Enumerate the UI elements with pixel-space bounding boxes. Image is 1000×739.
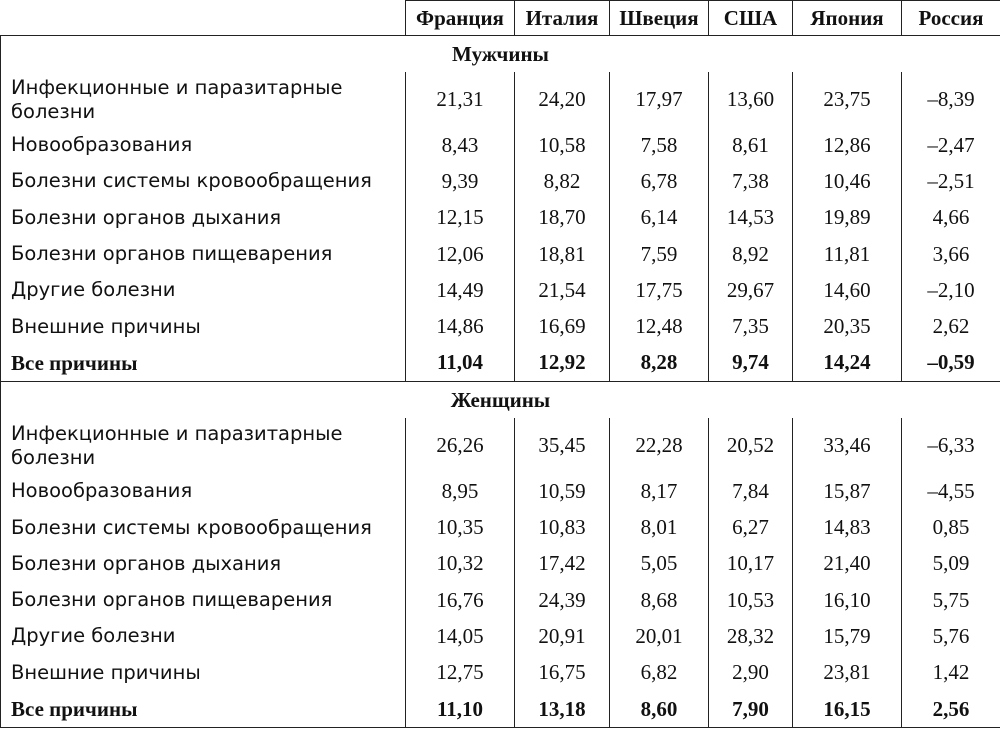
cell-value: 12,86 [793, 127, 902, 163]
cell-value: 7,38 [709, 163, 793, 199]
table-row [1, 655, 1000, 691]
row-label: Внешние причины [1, 308, 406, 344]
row-label: Болезни органов пищеварения [1, 582, 406, 618]
cell-value: –2,47 [902, 127, 1000, 163]
cell-value: 17,42 [515, 546, 610, 582]
cell-value: 15,87 [793, 473, 902, 509]
cell-value: 7,59 [610, 236, 709, 272]
row-label: Все причины [1, 345, 406, 382]
row-label: Инфекционные и паразитарные болезни [1, 418, 406, 473]
cell-value: 20,91 [515, 618, 610, 654]
cell-value: 5,75 [902, 582, 1000, 618]
cell-value: 10,17 [709, 546, 793, 582]
column-header-italy: Италия [515, 1, 610, 36]
cell-value: 3,66 [902, 236, 1000, 272]
table-row [1, 72, 1000, 127]
table-row [1, 473, 1000, 509]
row-label: Другие болезни [1, 618, 406, 654]
table-row [1, 418, 1000, 473]
cell-value: 10,53 [709, 582, 793, 618]
cell-value: 7,90 [709, 691, 793, 728]
cell-value: 8,01 [610, 509, 709, 545]
column-header-sweden: Швеция [610, 1, 709, 36]
cell-value: 16,69 [515, 308, 610, 344]
section-title-women: Женщины [1, 382, 1000, 419]
cell-value: –0,59 [902, 345, 1000, 382]
row-label: Инфекционные и паразитарные болезни [1, 72, 406, 127]
total-row [1, 345, 1000, 382]
cell-value: 10,35 [406, 509, 515, 545]
cell-value: –2,10 [902, 272, 1000, 308]
cell-value: 14,24 [793, 345, 902, 382]
table-row [1, 200, 1000, 236]
cell-value: 2,62 [902, 308, 1000, 344]
cell-value: 9,74 [709, 345, 793, 382]
cell-value: 26,26 [406, 418, 515, 473]
cell-value: 10,59 [515, 473, 610, 509]
section-header-row [1, 36, 1000, 73]
cell-value: 0,85 [902, 509, 1000, 545]
cell-value: 5,09 [902, 546, 1000, 582]
cell-value: 20,01 [610, 618, 709, 654]
cell-value: 18,81 [515, 236, 610, 272]
cell-value: 2,90 [709, 655, 793, 691]
cell-value: 21,40 [793, 546, 902, 582]
cell-value: 8,60 [610, 691, 709, 728]
cell-value: 14,60 [793, 272, 902, 308]
row-label: Другие болезни [1, 272, 406, 308]
column-header-russia: Россия [902, 1, 1000, 36]
cell-value: –8,39 [902, 72, 1000, 127]
cell-value: 12,15 [406, 200, 515, 236]
cell-value: 7,35 [709, 308, 793, 344]
cell-value: 14,86 [406, 308, 515, 344]
cell-value: 10,32 [406, 546, 515, 582]
table-row [1, 127, 1000, 163]
cell-value: 6,14 [610, 200, 709, 236]
table-row [1, 582, 1000, 618]
cell-value: 7,84 [709, 473, 793, 509]
cell-value: 14,83 [793, 509, 902, 545]
row-label: Болезни органов пищеварения [1, 236, 406, 272]
cell-value: 8,61 [709, 127, 793, 163]
cell-value: 14,05 [406, 618, 515, 654]
cell-value: 12,92 [515, 345, 610, 382]
cell-value: 4,66 [902, 200, 1000, 236]
cell-value: –4,55 [902, 473, 1000, 509]
header-corner [1, 1, 406, 36]
row-label: Новообразования [1, 127, 406, 163]
cell-value: –6,33 [902, 418, 1000, 473]
row-label: Новообразования [1, 473, 406, 509]
table-row [1, 509, 1000, 545]
cell-value: 2,56 [902, 691, 1000, 728]
cell-value: 18,70 [515, 200, 610, 236]
cell-value: 8,28 [610, 345, 709, 382]
cell-value: 6,27 [709, 509, 793, 545]
total-row [1, 691, 1000, 728]
cell-value: 29,67 [709, 272, 793, 308]
cell-value: 12,06 [406, 236, 515, 272]
cell-value: 10,83 [515, 509, 610, 545]
row-label: Все причины [1, 691, 406, 728]
column-header-japan: Япония [793, 1, 902, 36]
cell-value: 8,92 [709, 236, 793, 272]
cell-value: 11,81 [793, 236, 902, 272]
cell-value: 10,58 [515, 127, 610, 163]
row-label: Болезни органов дыхания [1, 546, 406, 582]
cell-value: 1,42 [902, 655, 1000, 691]
section-title-men: Мужчины [1, 36, 1000, 73]
cell-value: 6,78 [610, 163, 709, 199]
cell-value: 13,60 [709, 72, 793, 127]
cell-value: –2,51 [902, 163, 1000, 199]
cell-value: 9,39 [406, 163, 515, 199]
cell-value: 24,20 [515, 72, 610, 127]
table-row [1, 272, 1000, 308]
cell-value: 16,76 [406, 582, 515, 618]
cell-value: 13,18 [515, 691, 610, 728]
row-label: Болезни системы кровообращения [1, 163, 406, 199]
cell-value: 22,28 [610, 418, 709, 473]
cell-value: 7,58 [610, 127, 709, 163]
cell-value: 20,35 [793, 308, 902, 344]
header-row [1, 1, 1000, 36]
cell-value: 23,75 [793, 72, 902, 127]
cell-value: 12,48 [610, 308, 709, 344]
cell-value: 35,45 [515, 418, 610, 473]
cell-value: 19,89 [793, 200, 902, 236]
cell-value: 8,17 [610, 473, 709, 509]
cell-value: 14,53 [709, 200, 793, 236]
cell-value: 21,31 [406, 72, 515, 127]
cell-value: 10,46 [793, 163, 902, 199]
cell-value: 11,04 [406, 345, 515, 382]
cell-value: 8,82 [515, 163, 610, 199]
row-label: Болезни органов дыхания [1, 200, 406, 236]
cell-value: 15,79 [793, 618, 902, 654]
cell-value: 24,39 [515, 582, 610, 618]
column-header-france: Франция [406, 1, 515, 36]
cell-value: 28,32 [709, 618, 793, 654]
cell-value: 20,52 [709, 418, 793, 473]
table-row [1, 163, 1000, 199]
table-row [1, 308, 1000, 344]
section-header-row [1, 382, 1000, 419]
cell-value: 17,97 [610, 72, 709, 127]
row-label: Внешние причины [1, 655, 406, 691]
cell-value: 6,82 [610, 655, 709, 691]
cell-value: 21,54 [515, 272, 610, 308]
cell-value: 11,10 [406, 691, 515, 728]
cell-value: 17,75 [610, 272, 709, 308]
cell-value: 8,95 [406, 473, 515, 509]
row-label: Болезни системы кровообращения [1, 509, 406, 545]
cell-value: 16,10 [793, 582, 902, 618]
cell-value: 5,05 [610, 546, 709, 582]
column-header-usa: США [709, 1, 793, 36]
cell-value: 14,49 [406, 272, 515, 308]
table-row [1, 546, 1000, 582]
cell-value: 33,46 [793, 418, 902, 473]
table-row [1, 236, 1000, 272]
cell-value: 16,75 [515, 655, 610, 691]
table-row [1, 618, 1000, 654]
cell-value: 5,76 [902, 618, 1000, 654]
cell-value: 8,43 [406, 127, 515, 163]
cell-value: 23,81 [793, 655, 902, 691]
cell-value: 8,68 [610, 582, 709, 618]
cell-value: 12,75 [406, 655, 515, 691]
cell-value: 16,15 [793, 691, 902, 728]
